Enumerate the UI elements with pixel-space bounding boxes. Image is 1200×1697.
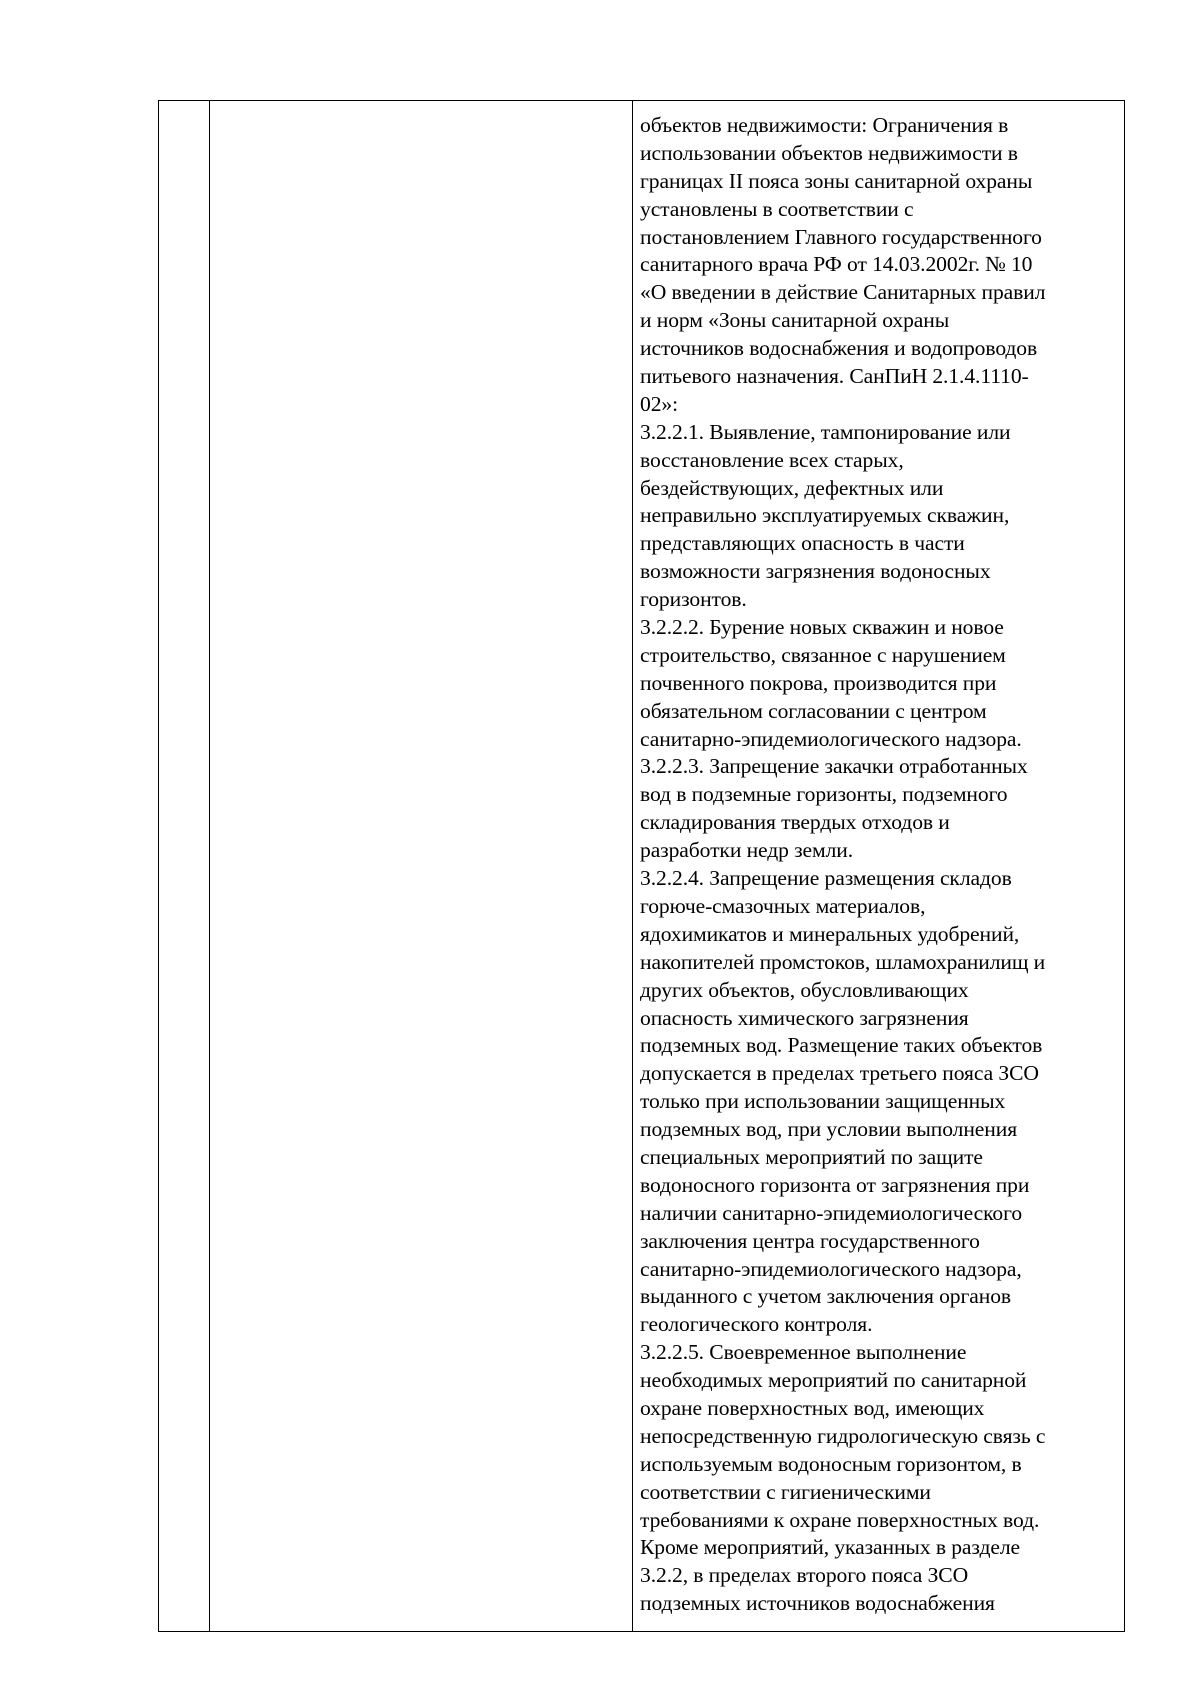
text-line: выданного с учетом заключения органов (640, 1284, 1011, 1309)
text-line: использовании объектов недвижимости в (640, 140, 1018, 165)
text-line: 3.2.2.2. Бурение новых скважин и новое (640, 615, 1004, 640)
text-line: соответствии с гигиеническими (640, 1479, 931, 1504)
text-line: обязательном согласовании с центром (640, 698, 987, 723)
text-line: неправильно эксплуатируемых скважин, (640, 503, 1010, 528)
text-line: подземных вод, при условии выполнения (640, 1117, 1018, 1142)
table-cell-zone (210, 101, 633, 1632)
text-line: почвенного покрова, производится при (640, 670, 997, 695)
text-line: горизонтов. (640, 587, 747, 612)
text-line: источников водоснабжения и водопроводов (640, 336, 1038, 361)
text-line: бездействующих, дефектных или (640, 475, 944, 500)
text-line: геологического контроля. (640, 1312, 873, 1337)
text-line: используемым водоносным горизонтом, в (640, 1451, 1022, 1476)
text-line: складирования твердых отходов и (640, 810, 950, 835)
table-cell-restrictions (633, 101, 1125, 1632)
text-line: подземных вод. Размещение таких объектов (640, 1033, 1043, 1058)
text-line: горюче-смазочных материалов, (640, 893, 926, 918)
text-line: санитарного врача РФ от 14.03.2002г. № 10 (640, 252, 1033, 277)
text-line: «О введении в действие Санитарных правил (640, 280, 1046, 305)
text-line: границах II пояса зоны санитарной охраны (640, 168, 1033, 193)
text-line: 3.2.2.4. Запрещение размещения складов (640, 866, 1012, 891)
text-line: требованиями к охране поверхностных вод. (640, 1507, 1040, 1532)
text-line: водоносного горизонта от загрязнения при (640, 1172, 1030, 1197)
text-line: 3.2.2.1. Выявление, тампонирование или (640, 419, 1011, 444)
text-line: опасность химического загрязнения (640, 1005, 969, 1030)
text-line: объектов недвижимости: Ограничения в (640, 113, 1009, 137)
text-line: специальных мероприятий по защите (640, 1144, 983, 1169)
text-line: накопителей промстоков, шламохранилищ и (640, 949, 1046, 974)
text-line: наличии санитарно-эпидемиологического (640, 1200, 1023, 1225)
text-line: непосредственную гидрологическую связь с (640, 1423, 1046, 1448)
text-line: заключения центра государственного (640, 1228, 980, 1253)
text-line: разработки недр земли. (640, 838, 854, 863)
text-line: Кроме мероприятий, указанных в разделе (640, 1535, 1020, 1560)
text-line: постановлением Главного государственного (640, 224, 1042, 249)
table-row (159, 101, 1125, 1632)
text-line: санитарно-эпидемиологического надзора, (640, 1256, 1022, 1281)
text-line: охране поверхностных вод, имеющих (640, 1395, 985, 1420)
text-line: питьевого назначения. СанПиН 2.1.4.1110- (640, 364, 1029, 389)
text-line: 3.2.2, в пределах второго пояса ЗСО (640, 1563, 969, 1588)
text-line: подземных источников водоснабжения (640, 1591, 995, 1616)
table-cell-number (159, 101, 210, 1632)
text-line: ядохимикатов и минеральных удобрений, (640, 921, 1020, 946)
text-line: других объектов, обусловливающих (640, 977, 969, 1002)
text-line: вод в подземные горизонты, подземного (640, 782, 1008, 807)
text-line: восстановление всех старых, (640, 447, 904, 472)
text-line: строительство, связанное с нарушением (640, 642, 1006, 667)
text-line: санитарно-эпидемиологического надзора. (640, 726, 1022, 751)
text-line: 02»: (640, 391, 678, 416)
restrictions-text (633, 101, 1124, 1618)
text-line: и норм «Зоны санитарной охраны (640, 308, 950, 333)
text-line: необходимых мероприятий по санитарной (640, 1368, 1027, 1393)
text-line: допускается в пределах третьего пояса ЗСО (640, 1061, 1039, 1086)
text-line: установлены в соответствии с (640, 196, 914, 221)
text-line: возможности загрязнения водоносных (640, 559, 991, 584)
text-line: 3.2.2.3. Запрещение закачки отработанных (640, 754, 1028, 779)
document-table (158, 100, 1125, 1632)
text-line: только при использовании защищенных (640, 1089, 1006, 1114)
text-line: 3.2.2.5. Своевременное выполнение (640, 1340, 967, 1365)
text-line: представляющих опасность в части (640, 531, 965, 556)
